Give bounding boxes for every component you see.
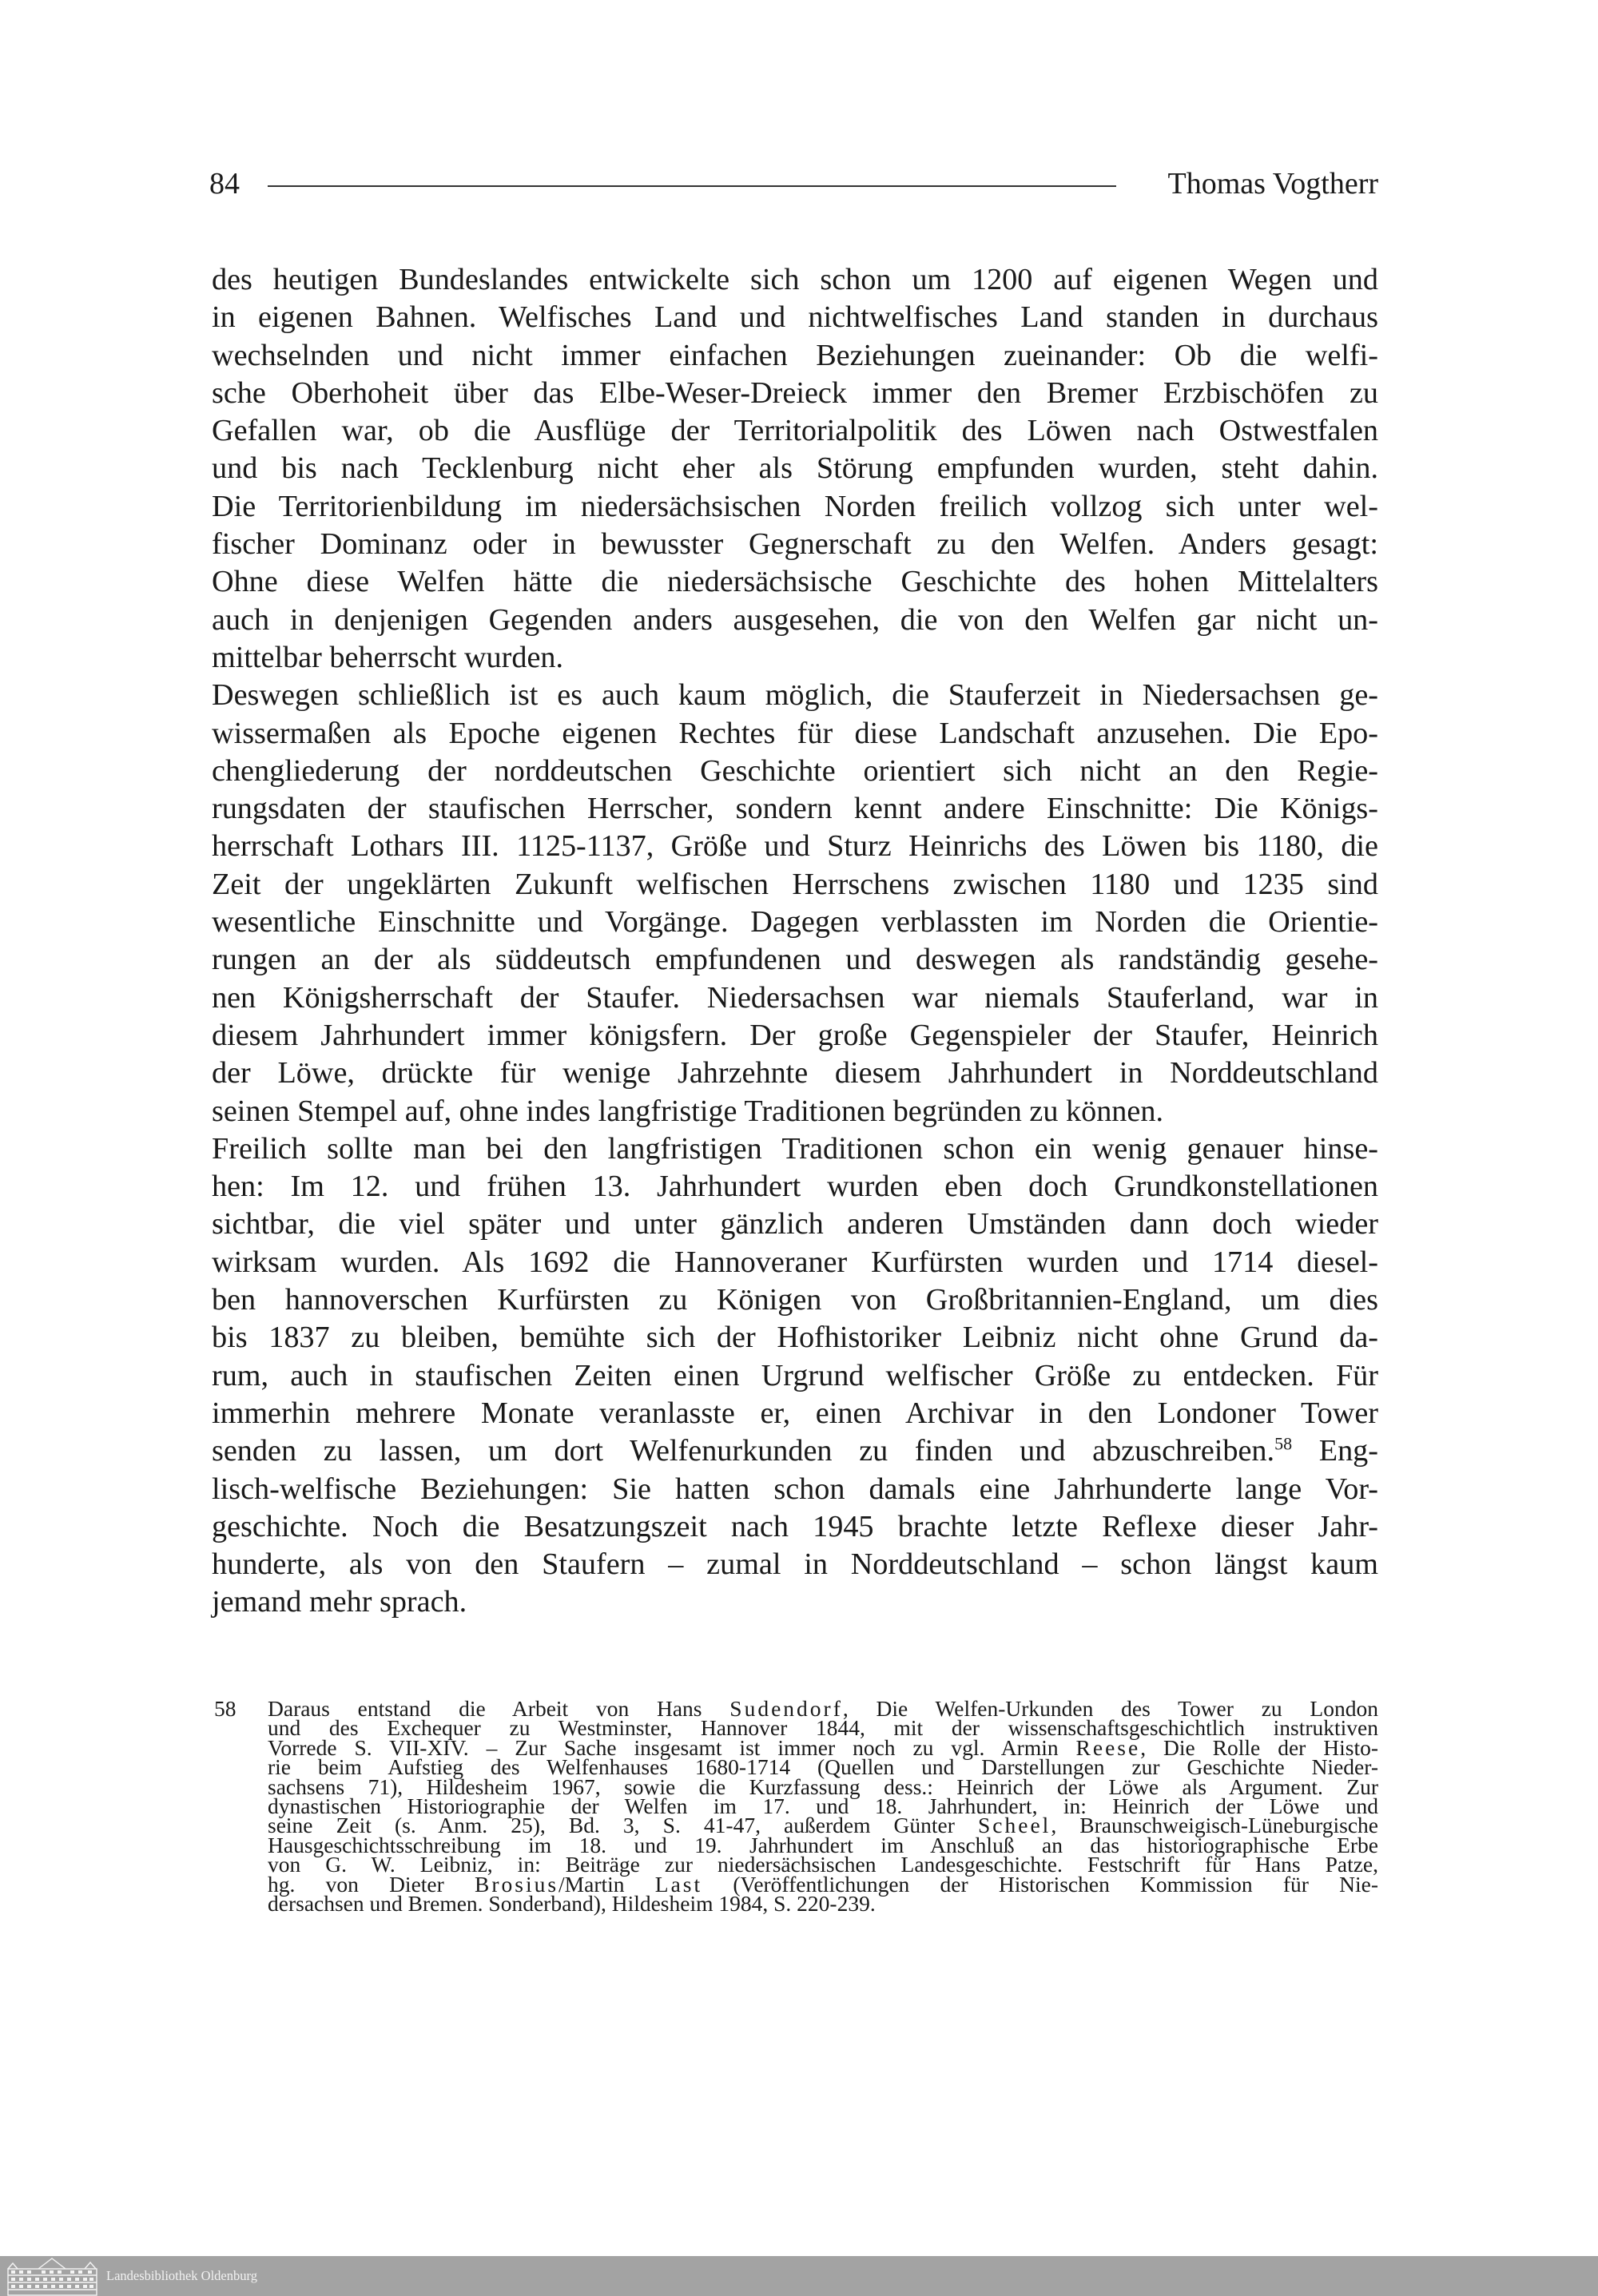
text-line: lisch-welfische Beziehungen: Sie hatten schon damals eine Jahrhunderte lange Vor- [212,1472,1378,1506]
text-fragment: hg. von Dieter [268,1871,475,1897]
text-line: fischer Dominanz oder in bewusster Gegnerschaft zu den Welfen. Anders gesagt: [212,527,1378,562]
text-line: wesentliche Einschnitte und Vorgänge. Dagegen verblassten im Norden die Orientie- [212,905,1378,939]
text-fragment: Hausgeschichtsschreibung im 18. und 19. Jahrhundert im Anschluß an das historiographische Erbe [268,1832,1378,1857]
footnote-reference-58[interactable]: 58 [1274,1433,1293,1454]
text-line: seinen Stempel auf, ohne indes langfristige Traditionen begründen zu können. [212,1094,1163,1128]
paragraph-3 [212,1130,1378,1622]
text-line: hunderte, als von den Staufern – zumal in Norddeutschland – schon längst kaum [212,1547,1378,1582]
footnote-text [268,1696,1378,1917]
text-line: Ohne diese Welfen hätte die niedersächsische Geschichte des hohen Mittelalters [212,565,1378,599]
text-line: in eigenen Bahnen. Welfisches Land und nichtwelfisches Land standen in durchaus [212,300,1378,335]
text-line: auch in denjenigen Gegenden anders ausgesehen, die von den Welfen gar nicht un- [212,602,1378,637]
text-fragment: , Die Rolle der Histo- [1140,1734,1378,1760]
footnote-line [268,1891,1378,1917]
text-fragment: von G. W. Leibniz, in: Beiträge zur niedersächsischen Landesgeschichte. Festschrift für Hans Patze, [268,1852,1378,1877]
text-fragment: Daraus entstand die Arbeit von Hans [268,1696,730,1721]
text-fragment: Vorrede S. VII-XIV. – Zur Sache insgesamt ist immer noch zu vgl. Armin [268,1734,1076,1760]
author-name: Reese [1075,1734,1141,1760]
text-fragment: und des Exchequer zu Westminster, Hannover 1844, mit der wissenschaftsgeschichtlich instruktiven [268,1715,1378,1741]
text-fragment: /Martin [559,1871,655,1897]
text-line: des heutigen Bundeslandes entwickelte sich schon um 1200 auf eigenen Wegen und [212,263,1378,296]
text-fragment: dynastischen Historiographie der Welfen im 17. und 18. Jahrhundert, in: Heinrich der Löwe und [268,1794,1378,1819]
text-fragment: seine Zeit (s. Anm. 25), Bd. 3, S. 41-47, außerdem Günter [268,1813,979,1838]
text-line: nen Königsherrschaft der Staufer. Niedersachsen war niemals Stauferland, war in [212,980,1378,1015]
text-fragment: senden zu lassen, um dort Welfenurkunden zu finden und abzuschreiben. [212,1434,1275,1468]
text-line: hen: Im 12. und frühen 13. Jahrhundert wurden eben doch Grundkonstellationen [212,1170,1378,1204]
text-line: Zeit der ungeklärten Zukunft welfischen Herrschens zwischen 1180 und 1235 sind [212,867,1378,901]
text-line: mittelbar beherrscht wurden. [212,640,564,674]
page-number: 84 [209,167,240,201]
text-line: rungen an der als süddeutsch empfundenen und deswegen als randständig gesehe- [212,943,1378,977]
author-name: Last [654,1871,703,1897]
text-line: jemand mehr sprach. [212,1585,467,1619]
footnotes [212,1696,1378,1917]
text-line: wirksam wurden. Als 1692 die Hannoveraner Kurfürsten wurden und 1714 diesel- [212,1245,1378,1279]
text-line: geschichte. Noch die Besatzungszeit nach 1945 brachte letzte Reflexe dieser Jahr- [212,1509,1378,1543]
footnote-number: 58 [214,1696,237,1721]
author-name: Brosius [475,1871,559,1897]
text-line: sichtbar, die viel später und unter gänzlich anderen Umständen dann doch wieder [212,1207,1378,1241]
text-line: wissermaßen als Epoche eigenen Rechtes für diese Landschaft anzusehen. Die Epo- [212,716,1378,750]
text-fragment: Eng- [1292,1434,1378,1468]
text-line: ben hannoverschen Kurfürsten zu Königen von Großbritannien-England, um dies [212,1283,1378,1317]
text-line: Gefallen war, ob die Ausflüge der Territorialpolitik des Löwen nach Ostwestfalen [212,414,1378,448]
text-line: chengliederung der norddeutschen Geschichte orientiert sich nicht an den Regie- [212,753,1378,788]
paragraph-2 [212,677,1378,1130]
text-line: diesem Jahrhundert immer königsfern. Der große Gegenspieler der Staufer, Heinrich [212,1018,1378,1052]
text-line: herrschaft Lothars III. 1125-1137, Größe und Sturz Heinrichs des Löwen bis 1180, die [212,829,1378,864]
text-fragment: rie beim Aufstieg des Welfenhauses 1680-1714 (Quellen und Darstellungen zur Geschichte Nieder- [268,1754,1378,1780]
text-line: der Löwe, drückte für wenige Jahrzehnte diesem Jahrhundert in Norddeutschland [212,1056,1378,1090]
text-line: sche Oberhoheit über das Elbe-Weser-Dreieck immer den Bremer Erzbischöfen zu [212,375,1378,410]
body-text [212,261,1378,1622]
text-line: Die Territorienbildung im niedersächsischen Norden freilich vollzog sich unter wel- [212,489,1378,523]
text-fragment: dersachsen und Bremen. Sonderband), Hildesheim 1984, S. 220-239. [268,1891,876,1917]
text-line: Deswegen schließlich ist es auch kaum möglich, die Stauferzeit in Niedersachsen ge- [212,678,1378,713]
author-name: Scheel [978,1813,1051,1838]
library-building-icon [6,2258,98,2296]
text-line: rum, auch in staufischen Zeiten einen Urgrund welfischer Größe zu entdecken. Für [212,1358,1378,1392]
text-line: Freilich sollte man bei den langfristigen Traditionen schon ein wenig genauer hinse- [212,1131,1378,1166]
paragraph-1 [212,261,1378,677]
text-line: und bis nach Tecklenburg nicht eher als Störung empfunden wurden, steht dahin. [212,451,1378,486]
text-line: wechselnden und nicht immer einfachen Beziehungen zueinander: Ob die welfi- [212,338,1378,372]
library-name: Landesbibliothek Oldenburg [106,2268,257,2283]
text-line: rungsdaten der staufischen Herrscher, sondern kennt andere Einschnitte: Die Königs- [212,792,1378,826]
text-fragment: (Veröffentlichungen der Historischen Kommission für Nie- [702,1871,1378,1897]
running-header [209,160,1378,208]
author-name: Sudendorf [729,1696,843,1721]
running-head-author: Thomas Vogtherr [1167,167,1378,201]
text-fragment: sachsens 71), Hildesheim 1967, sowie die Kurzfassung dess.: Heinrich der Löwe als Argument. Zur [268,1774,1378,1799]
text-line [212,1432,1378,1470]
text-fragment: , Die Welfen-Urkunden des Tower zu London [842,1696,1378,1721]
header-rule [268,185,1116,187]
text-line: bis 1837 zu bleiben, bemühte sich der Hofhistoriker Leibniz nicht ohne Grund da- [212,1321,1378,1355]
footnote-58 [212,1696,1378,1917]
text-fragment: , Braunschweigisch-Lüneburgische [1051,1813,1378,1838]
library-footer-bar [0,2256,1598,2296]
text-line: immerhin mehrere Monate veranlasste er, einen Archivar in den Londoner Tower [212,1396,1378,1430]
